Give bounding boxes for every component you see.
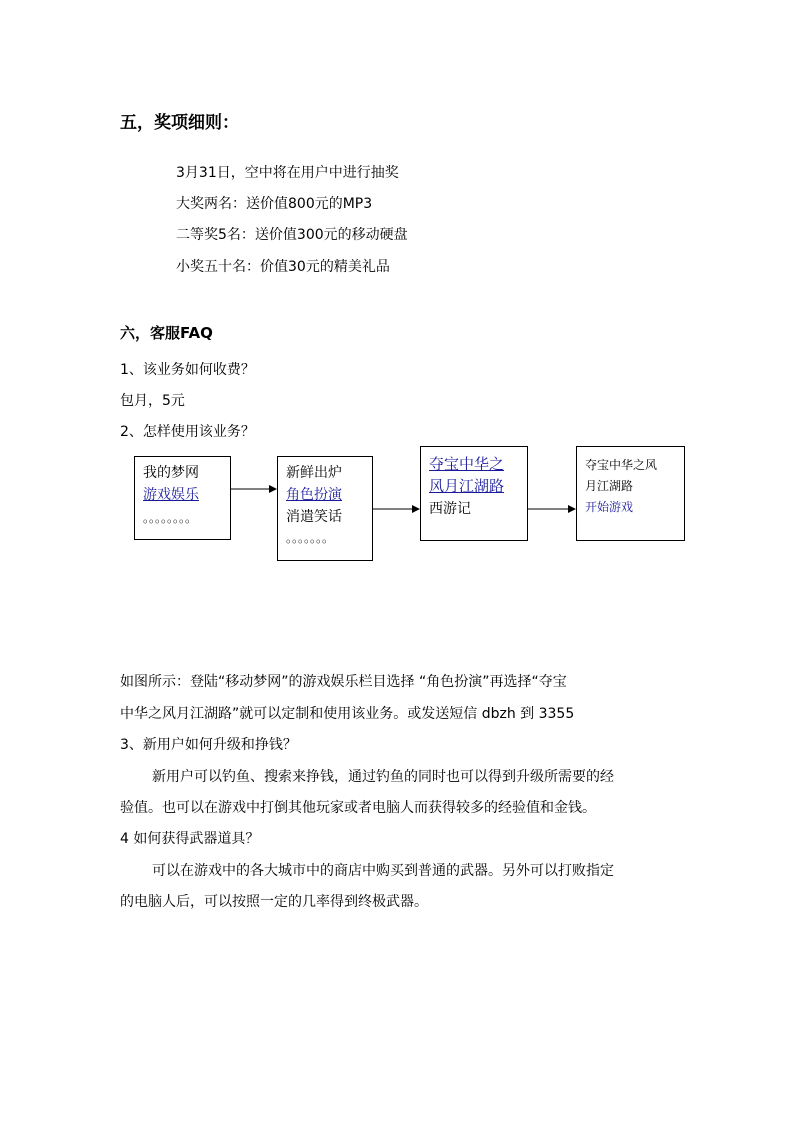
flow-box-mynet-title: 我的梦网 (143, 465, 199, 481)
link-game-entertainment[interactable]: 游戏娱乐 (143, 487, 199, 503)
faq-question-1: 1、该业务如何收费？ (120, 362, 255, 378)
faq-answer-1: 包月，5元 (120, 393, 185, 409)
flow-box-category-fresh: 新鲜出炉 (286, 465, 342, 481)
section5-title: 五，奖项细则： (120, 113, 239, 133)
prize-line-3: 二等奖5名：送价值300元的移动硬盘 (176, 227, 408, 243)
link-role-playing[interactable]: 角色扮演 (286, 487, 342, 503)
prize-line-2: 大奖两名：送价值800元的MP3 (176, 196, 373, 212)
link-game-title-line1[interactable]: 夺宝中华之 (429, 455, 505, 473)
flow-box-category-jokes: 消遣笑话 (286, 509, 342, 525)
faq-question-3: 3、新用户如何升级和挣钱？ (120, 737, 297, 753)
instruction-line-1: 如图所示：登陆“移动梦网”的游戏娱乐栏目选择 “角色扮演”再选择“夺宝 (120, 674, 567, 690)
instruction-line-2: 中华之风月江湖路”就可以定制和使用该业务。或发送短信 dbzh 到 3355 (120, 706, 575, 722)
flow-box-start-title-2: 月江湖路 (585, 479, 634, 493)
flow-box-start-title-1: 夺宝中华之风 (585, 458, 658, 472)
prize-line-4: 小奖五十名：价值30元的精美礼品 (176, 259, 390, 275)
faq-answer-4-line-1: 可以在游戏中的各大城市中的商店中购买到普通的武器。另外可以打败指定 (152, 863, 614, 879)
flow-box-mynet-ellipsis: 。。。。。。。。 (143, 511, 198, 525)
start-game-link[interactable]: 开始游戏 (585, 500, 634, 514)
faq-answer-4-line-2: 的电脑人后，可以按照一定的几率得到终极武器。 (120, 894, 428, 910)
faq-question-4: 4 如何获得武器道具？ (120, 831, 260, 847)
flow-box-category-ellipsis: 。。。。。。。 (286, 531, 335, 545)
prize-line-1: 3月31日，空中将在用户中进行抽奖 (176, 165, 399, 181)
link-game-title-line2[interactable]: 风月江湖路 (429, 477, 505, 495)
faq-answer-3-line-2: 验值。也可以在游戏中打倒其他玩家或者电脑人而获得较多的经验值和金钱。 (120, 800, 596, 816)
faq-answer-3-line-1: 新用户可以钓鱼、搜索来挣钱，通过钓鱼的同时也可以得到升级所需要的经 (152, 769, 614, 785)
flow-box-game-journey-west: 西游记 (429, 501, 471, 517)
section6-title: 六，客服FAQ (120, 324, 213, 342)
faq-question-2: 2、怎样使用该业务？ (120, 424, 255, 440)
